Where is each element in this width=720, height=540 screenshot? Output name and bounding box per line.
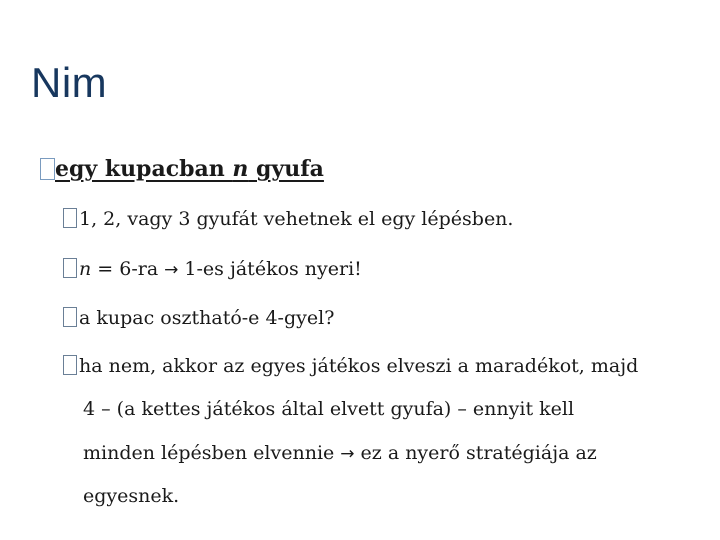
bullet-text: ha nem, akkor az egyes játékos elveszi a maradékot, majd — [79, 355, 639, 377]
heading-post: gyufa — [248, 156, 324, 182]
bullet-post: 1-es játékos nyeri! — [184, 258, 362, 280]
bullet-pre: = 6-ra — [91, 258, 159, 280]
bullet-icon — [63, 258, 77, 278]
bullet-item-3 — [63, 307, 334, 329]
bullet-text: minden lépésben elvennie — [83, 442, 335, 464]
right-arrow-icon: → — [164, 260, 179, 280]
slide-title: Nim — [31, 59, 108, 106]
bullet-icon — [63, 307, 77, 327]
bullet-icon — [63, 208, 77, 228]
heading-text — [55, 156, 324, 182]
bullet-item-4-line-2: 4 – (a kettes játékos által elvett gyufa) – ennyit kell — [83, 398, 575, 420]
heading-pre: egy kupacban — [55, 156, 233, 182]
bullet-icon — [40, 158, 55, 180]
bullet-text: 1, 2, vagy 3 gyufát vehetnek el egy lépésben. — [79, 208, 514, 230]
bullet-item-4 — [63, 355, 638, 377]
bullet-item-4-line-3 — [83, 442, 597, 464]
bullet-text: ez a nyerő stratégiája az — [360, 442, 597, 464]
bullet-item-4-line-4: egyesnek. — [83, 485, 180, 507]
bullet-var: n — [79, 258, 92, 280]
bullet-icon — [63, 355, 77, 375]
right-arrow-icon: → — [340, 444, 355, 464]
bullet-text: a kupac osztható-e 4-gyel? — [79, 307, 335, 329]
bullet-item-2 — [63, 258, 362, 280]
bullet-item-1 — [63, 208, 513, 230]
heading-var: n — [232, 156, 249, 182]
heading-bullet — [40, 156, 324, 182]
